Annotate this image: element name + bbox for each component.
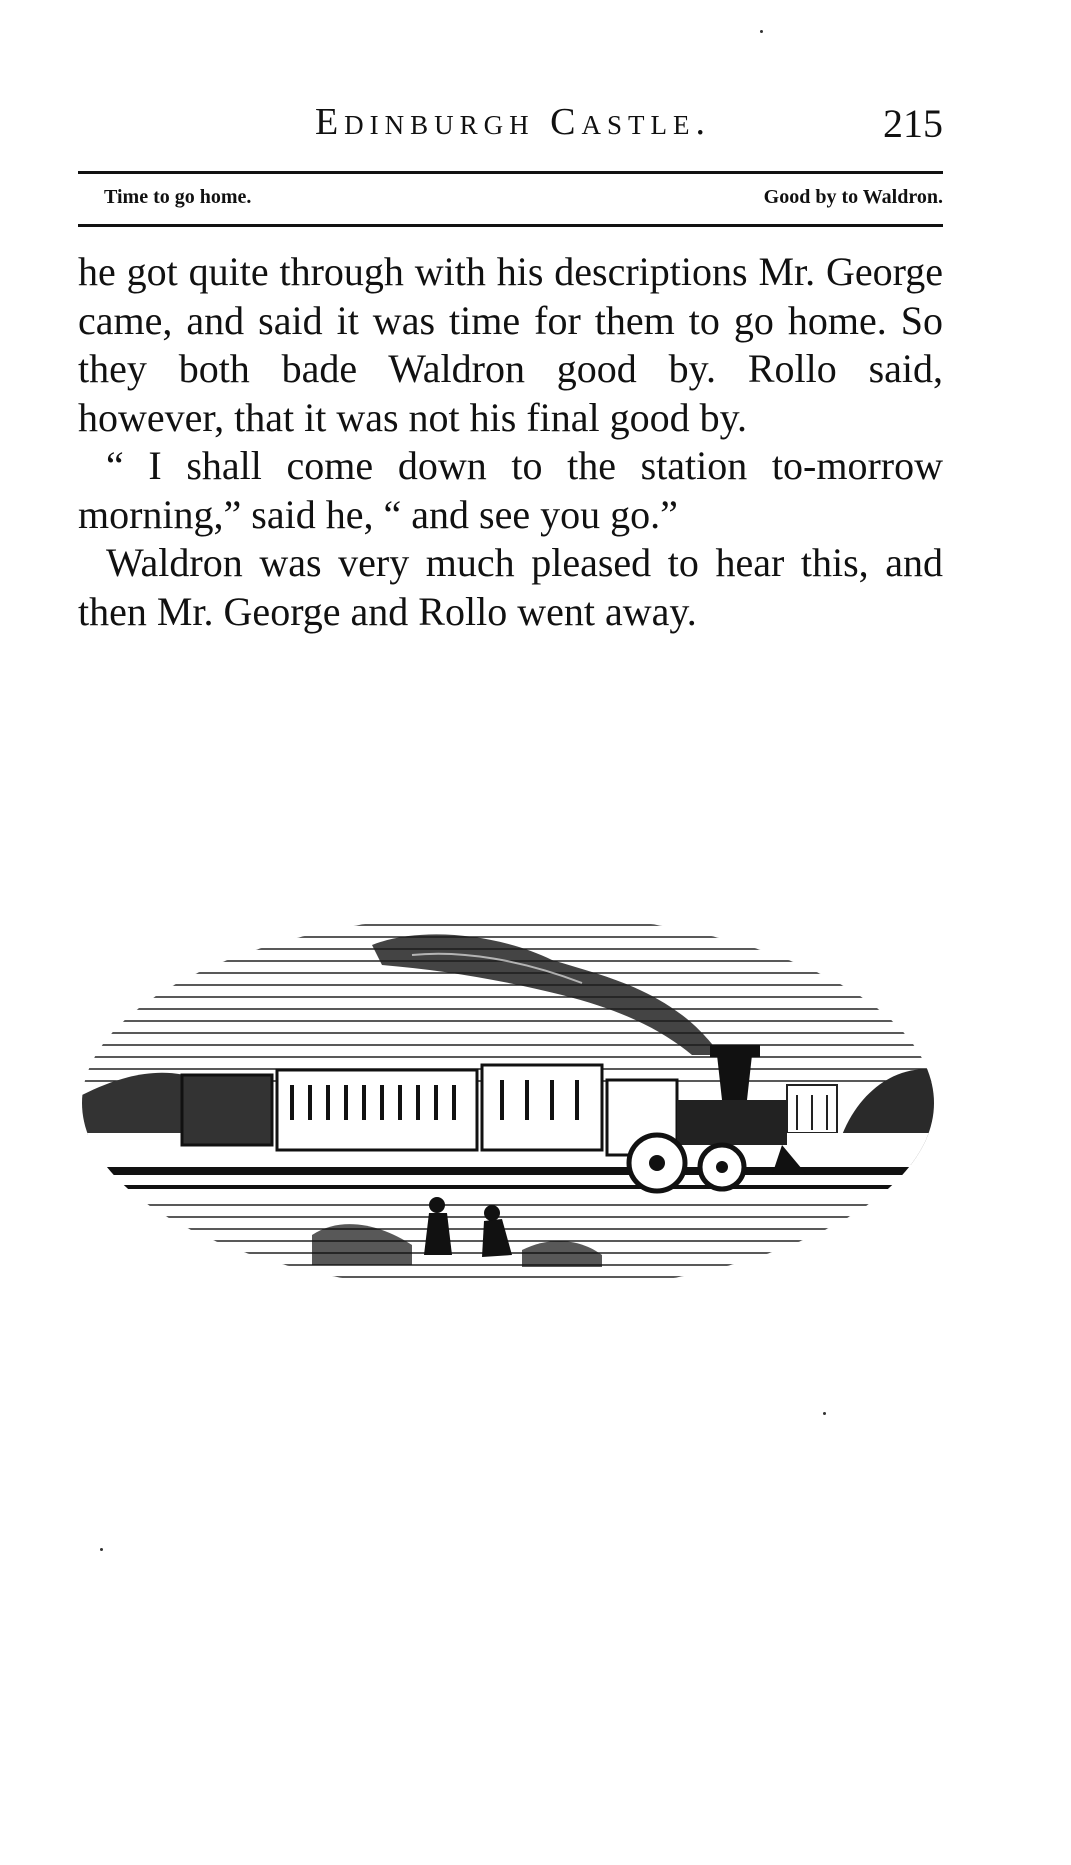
rail-track <box>82 1167 934 1175</box>
page-number: 215 <box>883 101 943 146</box>
engraving-scene <box>82 925 934 1300</box>
smoke-plume <box>372 934 722 1055</box>
running-title: Edinburgh Castle. <box>314 101 712 143</box>
locomotive <box>607 1045 807 1191</box>
body-text <box>78 248 943 636</box>
print-speck <box>100 1548 103 1551</box>
marginal-note-left: Time to go home. <box>104 186 252 208</box>
running-head <box>78 100 943 150</box>
train-engraving <box>82 905 934 1300</box>
paragraph-1: he got quite through with his descriptions Mr. George came, and said it was time for them to go home. So they both bade Waldron good by. Rollo said, however, that it was not his final good by. <box>78 249 943 440</box>
header-rule-top <box>78 171 943 174</box>
marginal-note-right: Good by to Waldron. <box>763 186 943 208</box>
paragraph-2: “ I shall come down to the station to-morrow morning,” said he, “ and see you go.” <box>78 443 943 537</box>
paragraph-3: Waldron was very much pleased to hear this, and then Mr. George and Rollo went away. <box>78 540 943 634</box>
print-speck <box>760 30 763 33</box>
print-speck <box>823 1412 826 1415</box>
header-rule-bottom <box>78 224 943 227</box>
passenger-cars <box>182 1065 602 1150</box>
